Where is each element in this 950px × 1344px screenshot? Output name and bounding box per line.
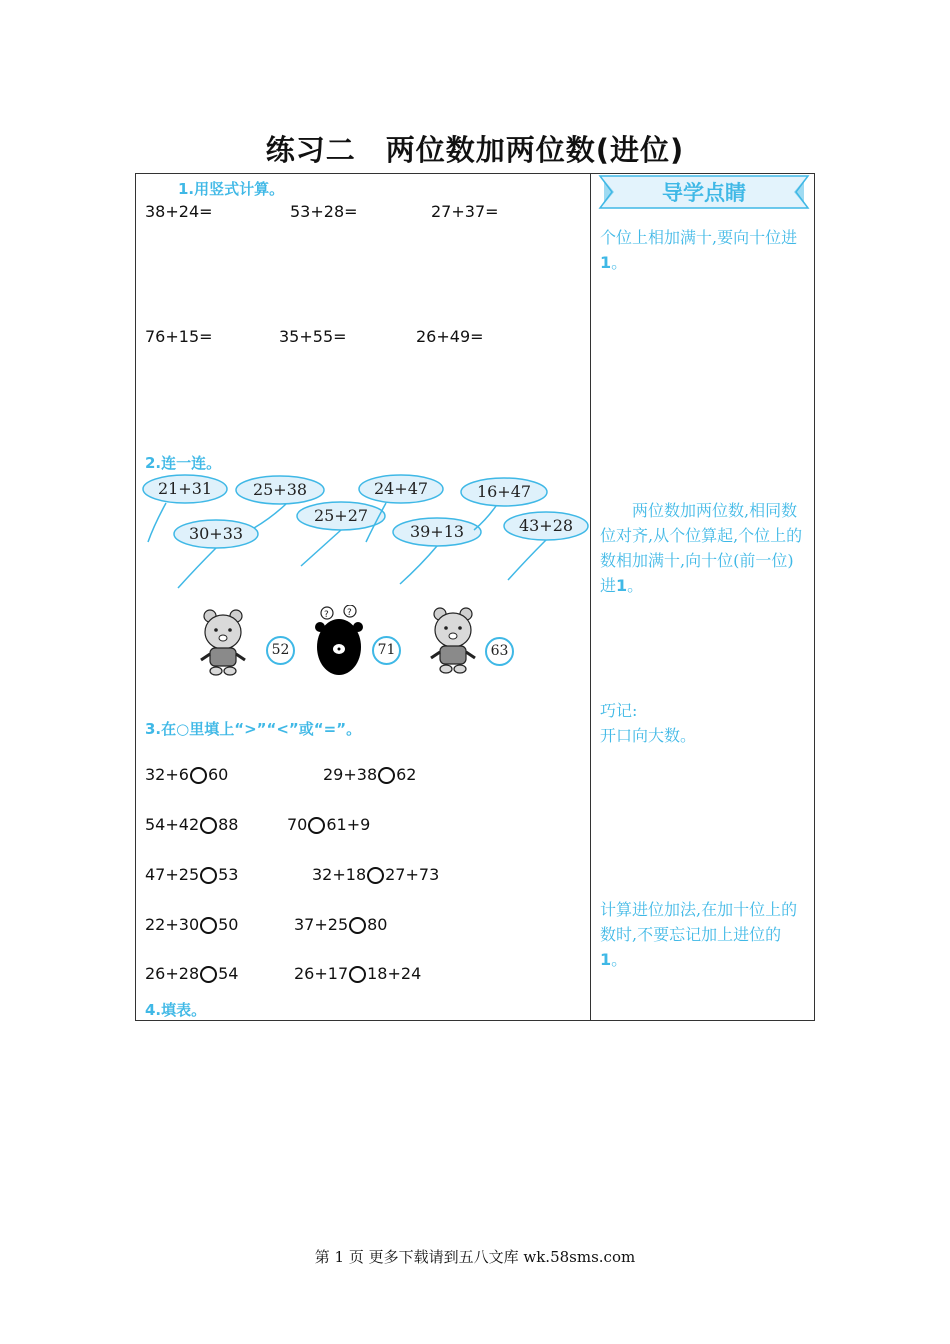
tip-line: 巧记: [600, 701, 638, 720]
bubble-expr: 25+38 [252, 480, 308, 499]
black-bear-character [312, 605, 366, 679]
compare-left: 32+6 [145, 765, 189, 784]
blank-circle[interactable] [200, 917, 217, 934]
compare-right: 53 [218, 865, 239, 884]
calc-expr: 38+24= [145, 202, 213, 221]
section1-heading: 1.用竖式计算。 [178, 180, 285, 198]
guide-banner [598, 174, 810, 210]
calc-expr: 53+28= [290, 202, 358, 221]
calc-expr: 35+55= [279, 327, 347, 346]
compare-left: 37+25 [294, 915, 349, 934]
bubble-expr: 30+33 [188, 524, 244, 543]
compare-left: 47+25 [145, 865, 200, 884]
bear-character [197, 608, 249, 678]
compare-item [145, 915, 238, 934]
compare-item [145, 815, 238, 834]
bubble-tail [148, 503, 166, 542]
compare-left: 54+42 [145, 815, 200, 834]
answer-number: 71 [372, 636, 401, 665]
bear-character [427, 606, 479, 676]
compare-left: 29+38 [323, 765, 378, 784]
compare-item [323, 765, 416, 784]
compare-item [294, 915, 387, 934]
svg-text:?: ? [347, 608, 352, 618]
tip-number: 1 [600, 253, 612, 272]
section2-heading: 2.连一连。 [145, 454, 222, 472]
bubble-expr: 43+28 [518, 516, 574, 535]
tip-reminder [600, 897, 808, 972]
blank-circle[interactable] [200, 817, 217, 834]
tip-text: 计算进位加法,在加十位上的数时,不要忘记加上进位的 [600, 900, 798, 944]
banner-title: 导学点睛 [662, 181, 746, 205]
svg-text:?: ? [324, 610, 329, 620]
tip-carry [600, 225, 808, 275]
blank-circle[interactable] [200, 867, 217, 884]
blank-circle[interactable] [308, 817, 325, 834]
blank-circle[interactable] [349, 917, 366, 934]
answer-number: 63 [485, 637, 514, 666]
compare-left: 26+17 [294, 964, 349, 983]
bubble-tail [400, 546, 437, 584]
tip-text: 个位上相加满十,要向十位进 [600, 228, 798, 247]
tip-end: 。 [627, 576, 644, 595]
compare-item [145, 964, 238, 983]
blank-circle[interactable] [378, 767, 395, 784]
section3-heading: 3.在○里填上“>”“<”或“=”。 [145, 720, 362, 738]
compare-item [312, 865, 439, 884]
section4-heading: 4.填表。 [145, 1001, 207, 1019]
blank-circle[interactable] [190, 767, 207, 784]
compare-left: 22+30 [145, 915, 200, 934]
tip-method [600, 498, 808, 598]
answer-number: 52 [266, 636, 295, 665]
column-divider [590, 173, 591, 1021]
compare-right: 60 [207, 765, 229, 784]
compare-left: 32+18 [312, 865, 367, 884]
compare-right: 88 [218, 815, 239, 834]
bubble-expr: 39+13 [409, 522, 465, 541]
tip-end: 。 [611, 950, 628, 969]
compare-right: 54 [218, 964, 239, 983]
compare-left: 70 [287, 815, 308, 834]
compare-item [294, 964, 421, 983]
page-footer: 第 1 页 更多下载请到五八文库 wk.58sms.com [314, 1248, 636, 1266]
compare-item [145, 765, 228, 784]
bubble-expr: 21+31 [157, 479, 213, 498]
bubble-tail [508, 540, 546, 580]
bubble-tail [301, 530, 341, 566]
tip-text: 两位数加两位数,相同数位对齐,从个位算起,个位上的数相加满十,向十位(前一位)进 [600, 501, 803, 595]
bubble-expr: 24+47 [373, 479, 429, 498]
compare-left: 26+28 [145, 964, 200, 983]
compare-right: 27+73 [385, 865, 440, 884]
blank-circle[interactable] [200, 966, 217, 983]
page-title: 练习二 两位数加两位数(进位) [265, 133, 685, 167]
tip-end: 。 [611, 253, 628, 272]
compare-item [145, 865, 238, 884]
blank-circle[interactable] [367, 867, 384, 884]
calc-expr: 26+49= [416, 327, 484, 346]
tip-mnemonic [600, 698, 808, 748]
tip-number: 1 [616, 576, 628, 595]
bubble-expr: 25+27 [313, 506, 369, 525]
tip-number: 1 [600, 950, 612, 969]
tip-line: 开口向大数。 [600, 726, 697, 745]
calc-expr: 76+15= [145, 327, 213, 346]
compare-right: 50 [218, 915, 239, 934]
compare-right: 62 [396, 765, 417, 784]
bubble-expr: 16+47 [476, 482, 532, 501]
calc-expr: 27+37= [431, 202, 499, 221]
bubble-tail [178, 548, 216, 588]
compare-right: 18+24 [367, 964, 422, 983]
compare-right: 80 [367, 915, 388, 934]
compare-right: 61+9 [326, 815, 371, 834]
compare-item [287, 815, 370, 834]
blank-circle[interactable] [349, 966, 366, 983]
